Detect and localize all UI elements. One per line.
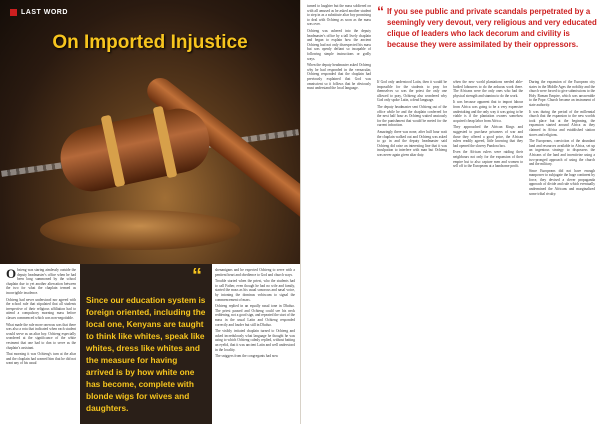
article-column-right-2 xyxy=(377,80,447,160)
paragraph: Even the African rulers were raiding their neighbours not only for the expansion of their empire but to also capture men and women to sell off to the Europeans at a handsome profit. xyxy=(453,150,523,169)
paragraph: Since Europeans did not have enough manpower to subjugate the huge continent by force, they devised a clever propaganda approach of divide and rule which eventually undermined the Africans and marginalized some tribal rivalry. xyxy=(529,168,595,196)
paragraph: It was during the period of the millennial church that the expansion to the new worlds took place but at the beginning, the expansion started around Africa as they claimed in Africa and established station stores and religions. xyxy=(529,109,595,137)
article-column-left-3 xyxy=(215,268,295,361)
gavel-head-graphic xyxy=(55,103,215,197)
pull-quote-text: If you see public and private scandals perpetrated by a seemingly very devout, very religious and very educated clique of leaders who lack decorum and civility is because they were assimilated by their oppressors. xyxy=(387,7,597,49)
article-headline: On Imported Injustice xyxy=(52,32,248,53)
paragraph: The sniggers from the congregants had now xyxy=(215,354,279,359)
paragraph xyxy=(6,268,76,296)
paragraph: During the expansion of the European city states in the Middle Ages the nobility and the church were forced to give submissions to the Holy Roman Empire, which was answerable to the Pope. Church became an instrument of state authority. xyxy=(529,80,595,107)
paragraph: What made the rule more onerous was that there was also a rota that indicated when each student would serve as an altar boy. Ochieng especially wondered at the significance of the white vestment that one had to don to serve as the chaplain's assistant. xyxy=(6,322,76,350)
paragraph: Ochieng replied in an equally nasal tone in Dholuo. The priest paused and Ochieng could see his neck reddening, not a good sign, and repeated the start of the mass in the usual Latin and Ochieng responded correctly and louder but still in Dholuo. xyxy=(215,304,295,327)
sound-block-graphic xyxy=(40,210,240,250)
paragraph: Ochieng was ushered into the deputy headmaster's office by a tall lively chaplain and began to explain how the ancient Ochieng had not only disrespected his mass but was openly defiant so incapable of following simple instructions or godly ways. xyxy=(307,28,371,61)
article-column-right-1 xyxy=(307,4,371,93)
paragraph-text: bsieng was staring aimlessly outside the deputy headmaster's office when he had been long summoned by the school chaplain due to yet another altercation between the two for what the chaplain termed as incorrigible insolence. xyxy=(6,268,76,295)
article-column-right-3 xyxy=(453,80,523,171)
section-tag xyxy=(10,9,68,16)
paragraph: Amazingly there was none, after half hour wait the chaplain walked out and Ochieng was asked to go in and the deputy headmaster said Ochieng did raise an interesting line that it was inculpation to interfere with man but Ochieng was never again given altar duty. xyxy=(377,129,447,157)
paragraph: The deputy headmaster sent Ochieng out of the office while he and the chaplain conferred for the next half hour as Ochieng waited anxiously for the punishment that would be meted for the current infraction. xyxy=(377,104,447,128)
paragraph: The visibly irritated chaplain turned to Ochieng and asked incredulously what language he thought he was using to which Ochieng calmly replied, without batting an eyelid, that it was ancient Latin and well understood in the locality. xyxy=(215,329,295,352)
article-column-left-1 xyxy=(6,268,76,368)
section-label: LAST WORD xyxy=(21,9,68,16)
paragraph: turned to laughter but the mass soldiered on with all amused as he asked another student to step in as a substitute altar boy promising to deal with Ochieng as soon as the mass was over. xyxy=(307,4,371,27)
right-pull-quote xyxy=(377,4,597,74)
paragraph: If God only understood Latin, then it would be impossible for the students to pray for themselves so was the priest the only one allowed to pray, Ochieng also wondered why God only spoke Latin, a dead language. xyxy=(377,80,447,103)
pull-quote-box xyxy=(80,264,212,424)
section-square-icon xyxy=(10,9,17,16)
paragraph: That morning it was Ochieng's turn at the altar and the chaplain had warned him that he did not want any of his usual xyxy=(6,352,76,366)
paragraph: The Europeans, conviction of the abundant land and resources available in Africa, set up an ingenious strategy to dispossess the Africans of the land and incentivize using a two-pronged approach of using the church and the military. xyxy=(529,139,595,167)
quote-mark-icon: “ xyxy=(192,265,202,287)
paragraph: Trouble started when the priest, who the students had to call Father, even though he had no wife and family, started the mass as his usual sonorous and nasal voice, by intoning the dominus vobiscum to signal the commencement of mass. xyxy=(215,279,295,302)
paragraph: They approached the African Kings and suggested to purchase prisoners of war and those they offered a good price, the African rulers readily agreed, little knowing that they had opened the slavery Pandora box. xyxy=(453,125,523,148)
paragraph: Ochieng had never understood nor agreed with the school rule that stipulated that all students irrespective of their religious affiliation had to attend a compulsory morning mass before classes commenced which was non-negotiable. xyxy=(6,297,76,320)
article-column-right-4 xyxy=(529,80,595,198)
paragraph: when the new world plantations needed able-bodied labourers to do the arduous work there. The Africans were the only ones who had the physical strength and stamina to do the work. xyxy=(453,80,523,98)
paragraph: shenanigans and he expected Ochieng to serve with a penitent heart and obedience to God and church ways. xyxy=(215,268,295,277)
drop-cap: O xyxy=(6,266,17,281)
paragraph: When the deputy headmaster asked Ochieng why he had responded in the vernacular, Ochieng responded that the chaplain had previously explained that God was omniscient so it follows that he obviously must understand the local language. xyxy=(307,63,371,91)
quote-mark-icon: “ xyxy=(377,3,384,19)
paragraph: It was because apparent that to import labour from Africa was going to be a very expensive undertaking and the only way it was going to be viable is if the plantation owners somehow acquired cheap labor from Africa. xyxy=(453,100,523,123)
right-page xyxy=(300,0,600,424)
pull-quote-text: Since our education system is foreign oriented, including the local one, Kenyans are taught to think like whites, speak like whites, dress like whites and the measure for having arrived is by how white one has become, complete with blonde wigs for wives and daughters. xyxy=(86,295,206,413)
